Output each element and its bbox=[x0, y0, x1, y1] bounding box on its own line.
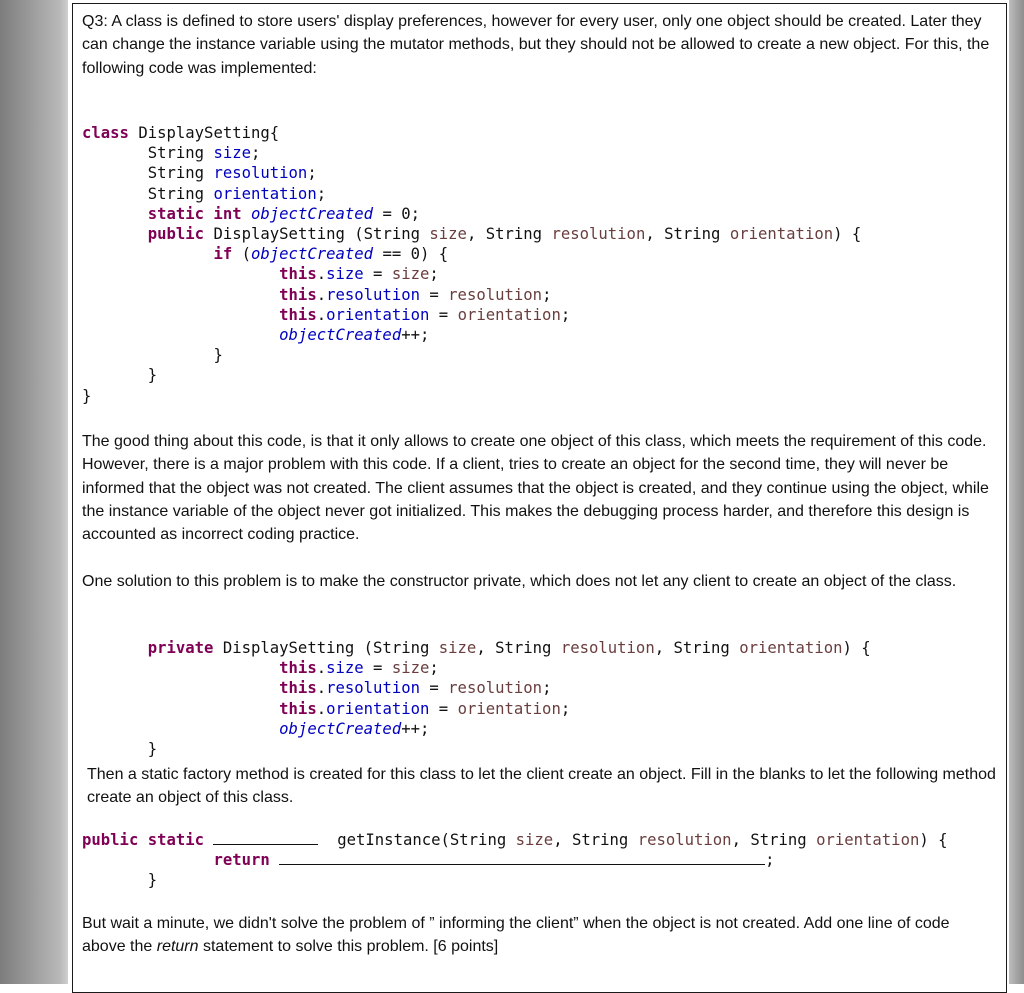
kw-class: class bbox=[82, 124, 129, 142]
return-emphasis: return bbox=[156, 938, 199, 956]
if-statement: if (objectCreated == 0) { bbox=[213, 245, 449, 264]
paragraph-solution: One solution to this problem is to make the constructor private, which does not let any client to create an object of the class. bbox=[82, 573, 957, 590]
return-type-blank[interactable] bbox=[213, 843, 318, 845]
code-block-class bbox=[82, 123, 861, 406]
class-name: DisplaySetting{ bbox=[128, 124, 280, 142]
viewer-right-margin bbox=[1009, 0, 1024, 984]
assign-size: this.size = size; bbox=[279, 265, 439, 284]
paragraph-problem: The good thing about this code, is that it only allows to create one object of this class, which meets the requirement of this code. However, there is a major problem with this code. If a client, tries to create an object for the second time, they will never be informed that the object was not created. The client assumes that the object is created, and they continue using the object, while the instance variable of the object never got initialized. This makes the debugging process harder, and therefore this design is accounted as incorrect coding practice. bbox=[82, 433, 989, 544]
field-orientation-line: String orientation; bbox=[147, 184, 327, 203]
increment-counter: objectCreated++; bbox=[279, 326, 430, 345]
private-constructor-signature: private DisplaySetting (String size, String resolution, String orientation) { bbox=[147, 639, 871, 657]
assign-orientation: this.orientation = orientation; bbox=[279, 305, 571, 324]
paragraph-factory: Then a static factory method is created for this class to let the client create an object. Fill in the blanks to let the following method create an object of this class. bbox=[87, 766, 996, 807]
close-if: } bbox=[213, 346, 223, 365]
final-question: But wait a minute, we didn't solve the problem of ” informing the client” when the object is not created. Add one line of code above the return statement to solve this problem. [6 points] bbox=[82, 915, 950, 956]
close-constructor: } bbox=[147, 366, 158, 385]
factory-close: } bbox=[147, 871, 158, 890]
private-assign-orientation: this.orientation = orientation; bbox=[279, 699, 571, 718]
private-increment-counter: objectCreated++; bbox=[279, 719, 430, 738]
assign-resolution: this.resolution = resolution; bbox=[279, 285, 552, 304]
viewer-left-margin bbox=[0, 0, 68, 984]
document-page bbox=[72, 3, 1007, 993]
constructor-signature: public DisplaySetting (String size, String resolution, String orientation) { bbox=[147, 225, 862, 244]
private-close-constructor: } bbox=[147, 740, 158, 759]
private-assign-size: this.size = size; bbox=[279, 659, 439, 678]
field-size-line: String size; bbox=[147, 144, 261, 163]
close-class: } bbox=[82, 386, 92, 405]
return-line: return ; bbox=[213, 851, 775, 870]
code-block-factory-method bbox=[82, 830, 948, 891]
private-assign-resolution: this.resolution = resolution; bbox=[279, 679, 552, 698]
question-intro: Q3: A class is defined to store users' display preferences, however for every user, only one object should be created. Later they can change the instance variable using the mutator methods, but they should not be allowed to create a new object. For this, the following code was implemented: bbox=[82, 13, 990, 77]
factory-signature: public static getInstance(String size, String resolution, String orientation) { bbox=[82, 831, 948, 849]
field-resolution-line: String resolution; bbox=[147, 164, 317, 183]
static-counter-line: static int objectCreated = 0; bbox=[147, 204, 421, 223]
code-block-private-constructor bbox=[82, 638, 871, 759]
return-expression-blank[interactable] bbox=[279, 863, 765, 865]
